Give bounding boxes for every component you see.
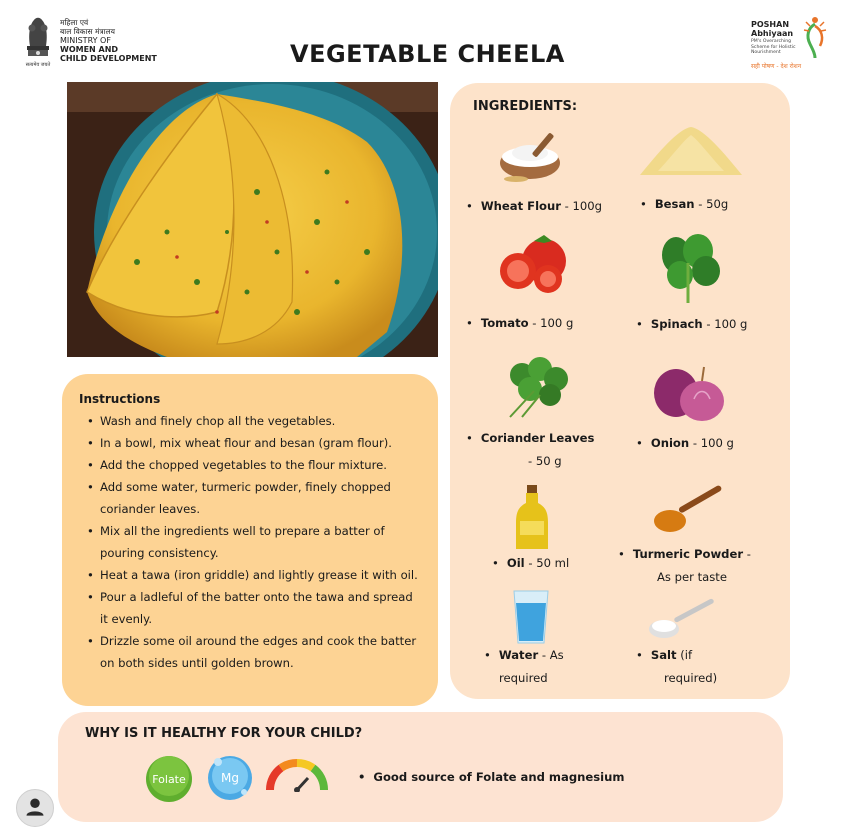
ingredients-panel — [450, 83, 790, 699]
ministry-en-line-3: CHILD DEVELOPMENT — [60, 54, 157, 63]
poshan-logo-tagline: PM's Overarching Scheme for Holistic Nourishment — [751, 39, 796, 55]
ingredient-name: Salt — [650, 648, 677, 662]
ingredient-label-wheat-flour: • Wheat Flour - 100g — [466, 199, 603, 213]
ingredient-qty: - 100 g — [702, 317, 748, 331]
magnesium-badge-label: Mg — [221, 771, 239, 785]
page-title: VEGETABLE CHEELA — [290, 40, 565, 68]
magnesium-badge-icon — [206, 752, 254, 804]
spinach-icon — [654, 233, 726, 303]
instruction-step: • Add the chopped vegetables to the flour mixture. — [79, 454, 422, 476]
health-gauge-icon — [266, 758, 328, 792]
ingredient-qty: - 50g — [694, 197, 729, 211]
instruction-step: • Pour a ladleful of the batter onto the tawa and spread it evenly. — [79, 586, 422, 630]
coriander-icon — [500, 355, 576, 421]
ingredient-label-coriander: • Coriander Leaves — [466, 431, 595, 445]
instruction-step: • Add some water, turmeric powder, finely chopped coriander leaves. — [79, 476, 422, 520]
ingredient-label-onion: • Onion - 100 g — [636, 436, 734, 450]
health-benefits-panel — [58, 712, 783, 822]
national-emblem-icon — [20, 12, 56, 70]
ingredient-name: Spinach — [650, 317, 703, 331]
ingredient-qty-prefix: - — [743, 547, 751, 561]
ingredient-qty-salt: required) — [664, 671, 718, 685]
ingredient-label-besan: • Besan - 50g — [640, 197, 729, 211]
instruction-step: • Drizzle some oil around the edges and cook the batter on both sides until golden brown. — [79, 630, 422, 674]
instruction-step: • Wash and finely chop all the vegetables. — [79, 410, 422, 432]
poshan-logo-slogan: सही पोषण - देश रोशन — [751, 63, 802, 70]
ingredient-qty: - 100g — [560, 199, 603, 213]
ingredient-label-salt: • Salt (if — [636, 648, 693, 662]
health-point: • Good source of Folate and magnesium — [358, 770, 625, 784]
instruction-step: • Mix all the ingredients well to prepare a batter of pouring consistency. — [79, 520, 422, 564]
poshan-figure-icon — [800, 14, 830, 60]
instructions-heading: Instructions — [79, 392, 161, 406]
tomato-icon — [496, 233, 572, 295]
header — [0, 0, 845, 80]
oil-bottle-icon — [514, 483, 550, 553]
health-heading: WHY IS IT HEALTHY FOR YOUR CHILD? — [85, 726, 363, 741]
ingredient-name: Tomato — [480, 316, 529, 330]
poshan-abhiyaan-logo — [748, 14, 833, 74]
ministry-name — [60, 18, 157, 63]
turmeric-spoon-icon — [652, 481, 728, 539]
ingredient-name: Water — [498, 648, 539, 662]
emblem-motto: सत्यमेव जयते — [25, 62, 51, 68]
folate-badge-label: Folate — [152, 773, 186, 786]
ingredient-label-spinach: • Spinach - 100 g — [636, 317, 748, 331]
ingredient-name: Besan — [654, 197, 695, 211]
ingredient-label-tomato: • Tomato - 100 g — [466, 316, 574, 330]
ministry-en-line-1: MINISTRY OF — [60, 36, 111, 45]
ingredient-qty: - As — [538, 648, 564, 662]
ingredient-qty: (if — [676, 648, 693, 662]
instructions-list — [79, 410, 422, 674]
ingredient-label-water: • Water - As — [484, 648, 564, 662]
ingredient-name: Oil — [506, 556, 525, 570]
besan-heap-icon — [638, 123, 744, 183]
instruction-step: • In a bowl, mix wheat flour and besan (gram flour). — [79, 432, 422, 454]
folate-badge-icon — [144, 754, 194, 804]
user-avatar-button[interactable] — [16, 789, 54, 827]
ingredient-qty: - 50 ml — [524, 556, 570, 570]
salt-spoon-icon — [646, 595, 718, 643]
ingredient-name: Turmeric Powder — [632, 547, 744, 561]
ingredient-name: Coriander Leaves — [480, 431, 595, 445]
ingredient-qty-turmeric: As per taste — [657, 570, 727, 584]
ingredient-qty-water: required — [499, 671, 548, 685]
user-icon — [17, 790, 53, 826]
ministry-en-line-2: WOMEN AND — [60, 45, 119, 54]
health-point-text: Good source of Folate and magnesium — [373, 770, 625, 784]
ministry-hindi-line-1: महिला एवं — [60, 18, 89, 27]
ingredient-qty: - 100 g — [528, 316, 574, 330]
ingredient-name: Wheat Flour — [480, 199, 561, 213]
instruction-step: • Heat a tawa (iron griddle) and lightly grease it with oil. — [79, 564, 422, 586]
ingredient-qty: - 100 g — [689, 436, 734, 450]
ingredients-heading: INGREDIENTS: — [473, 99, 578, 114]
vegetable-cheela-photo — [67, 82, 438, 357]
ingredient-label-oil: • Oil - 50 ml — [492, 556, 570, 570]
onion-icon — [650, 363, 730, 423]
flour-bowl-icon — [496, 127, 570, 187]
water-glass-icon — [512, 587, 550, 645]
ingredient-label-turmeric: • Turmeric Powder - — [618, 547, 751, 561]
poshan-logo-line-2: Abhiyaan — [751, 29, 794, 38]
ingredient-name: Onion — [650, 436, 690, 450]
ministry-hindi-line-2: बाल विकास मंत्रालय — [60, 27, 115, 36]
poshan-logo-line-1: POSHAN — [751, 20, 790, 29]
ingredient-qty-coriander: - 50 g — [528, 454, 562, 468]
instructions-panel — [62, 374, 438, 706]
